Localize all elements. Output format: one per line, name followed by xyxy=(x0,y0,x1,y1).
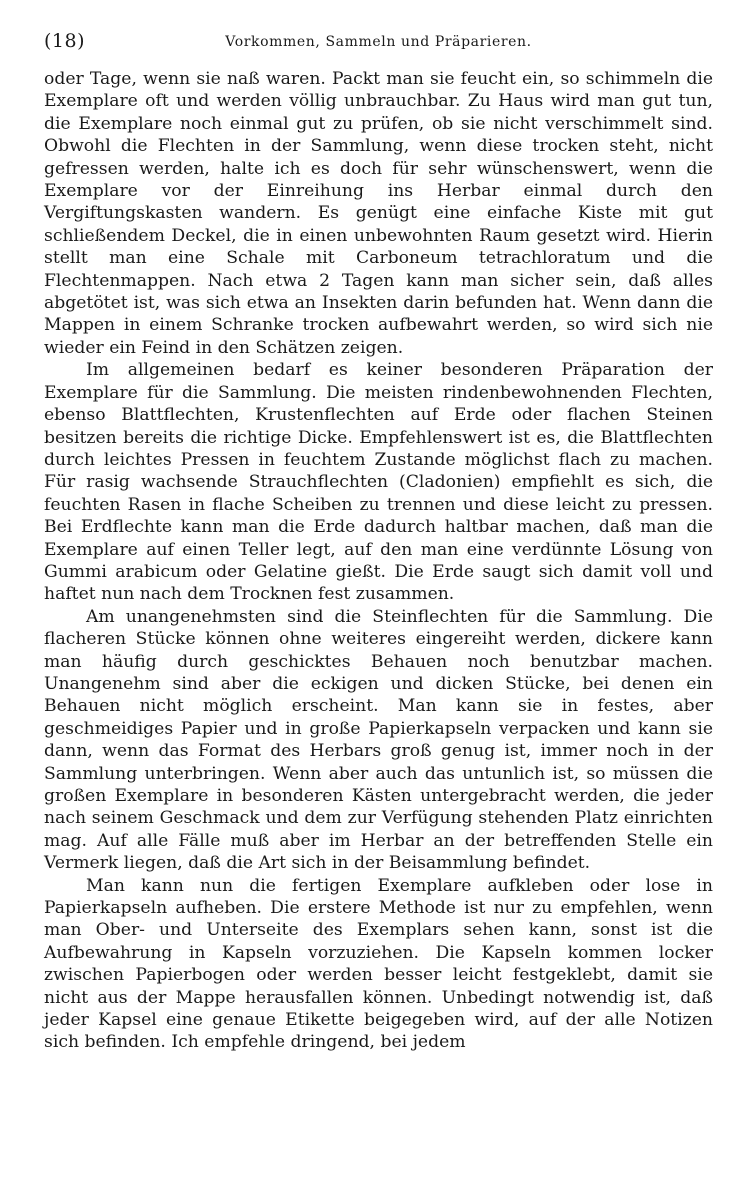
paragraph: Am unangenehmsten sind die Steinflechten für die Sammlung. Die flacheren Stücke können ohne weiteres eingereiht werden, dickere kann man häufig durch geschicktes Behauen noch benutzbar machen. Unangenehm sind aber die eckigen und dicken Stücke, bei denen ein Behauen nicht möglich erscheint. Man kann sie in festes, aber geschmeidiges Papier und in große Papierkapseln verpacken und kann sie dann, wenn das Format des Herbars groß genug ist, immer noch in der Sammlung unterbringen. Wenn aber auch das untunlich ist, so müssen die großen Exemplare in besonderen Kästen untergebracht werden, die jeder nach seinem Geschmack und dem zur Verfügung stehenden Platz einrichten mag. Auf alle Fälle muß aber im Herbar an der betreffenden Stelle ein Vermerk liegen, daß die Art sich in der Beisammlung befindet. xyxy=(44,606,713,874)
paragraph-continuation: oder Tage, wenn sie naß waren. Packt man sie feucht ein, so schimmeln die Exemplare oft und werden völlig unbrauchbar. Zu Haus wird man gut tun, die Exemplare noch einmal gut zu prüfen, ob sie nicht verschimmelt sind. Obwohl die Flechten in der Sammlung, wenn diese trocken steht, nicht gefressen werden, halte ich es doch für sehr wünschenswert, wenn die Exemplare vor der Einreihung ins Herbar einmal durch den Vergiftungskasten wandern. Es genügt eine einfache Kiste mit gut schließendem Deckel, die in einen unbewohnten Raum gesetzt wird. Hierin stellt man eine Schale mit Carboneum tetrachloratum und die Flechtenmappen. Nach etwa 2 Tagen kann man sicher sein, daß alles abgetötet ist, was sich etwa an Insekten darin befunden hat. Wenn dann die Mappen in einem Schranke trocken aufbewahrt werden, so wird sich nie wieder ein Feind in den Schätzen zeigen. xyxy=(44,69,713,358)
page-number: (18) xyxy=(44,30,86,52)
body-text xyxy=(44,68,713,1054)
paragraph: Im allgemeinen bedarf es keiner besonderen Präparation der Exemplare für die Sammlung. Die meisten rindenbewohnenden Flechten, ebenso Blattflechten, Krustenflechten auf Erde oder flachen Steinen besitzen bereits die richtige Dicke. Empfehlenswert ist es, die Blattflechten durch leichtes Pressen in feuchtem Zustande möglichst flach zu machen. Für rasig wachsende Strauchflechten (Cladonien) empfiehlt es sich, die feuchten Rasen in flache Scheiben zu trennen und diese leicht zu pressen. Bei Erdflechte kann man die Erde dadurch haltbar machen, daß man die Exemplare auf einen Teller legt, auf den man eine verdünnte Lösung von Gummi arabicum oder Gelatine gießt. Die Erde saugt sich damit voll und haftet nun nach dem Trocknen fest zusammen. xyxy=(44,360,713,605)
page-header xyxy=(44,30,713,68)
running-head: Vorkommen, Sammeln und Präparieren. xyxy=(225,34,532,50)
paragraph: Man kann nun die fertigen Exemplare aufkleben oder lose in Papierkapseln aufheben. Die erstere Methode ist nur zu empfehlen, wenn man Ober- und Unterseite des Exemplars sehen kann, sonst ist die Aufbewahrung in Kapseln vorzuziehen. Die Kapseln kommen locker zwischen Papierbogen oder werden besser leicht festgeklebt, damit sie nicht aus der Mappe herausfallen können. Unbedingt notwendig ist, daß jeder Kapsel eine genaue Etikette beigegeben wird, auf der alle Notizen sich befinden. Ich empfehle dringend, bei jedem xyxy=(44,875,713,1053)
